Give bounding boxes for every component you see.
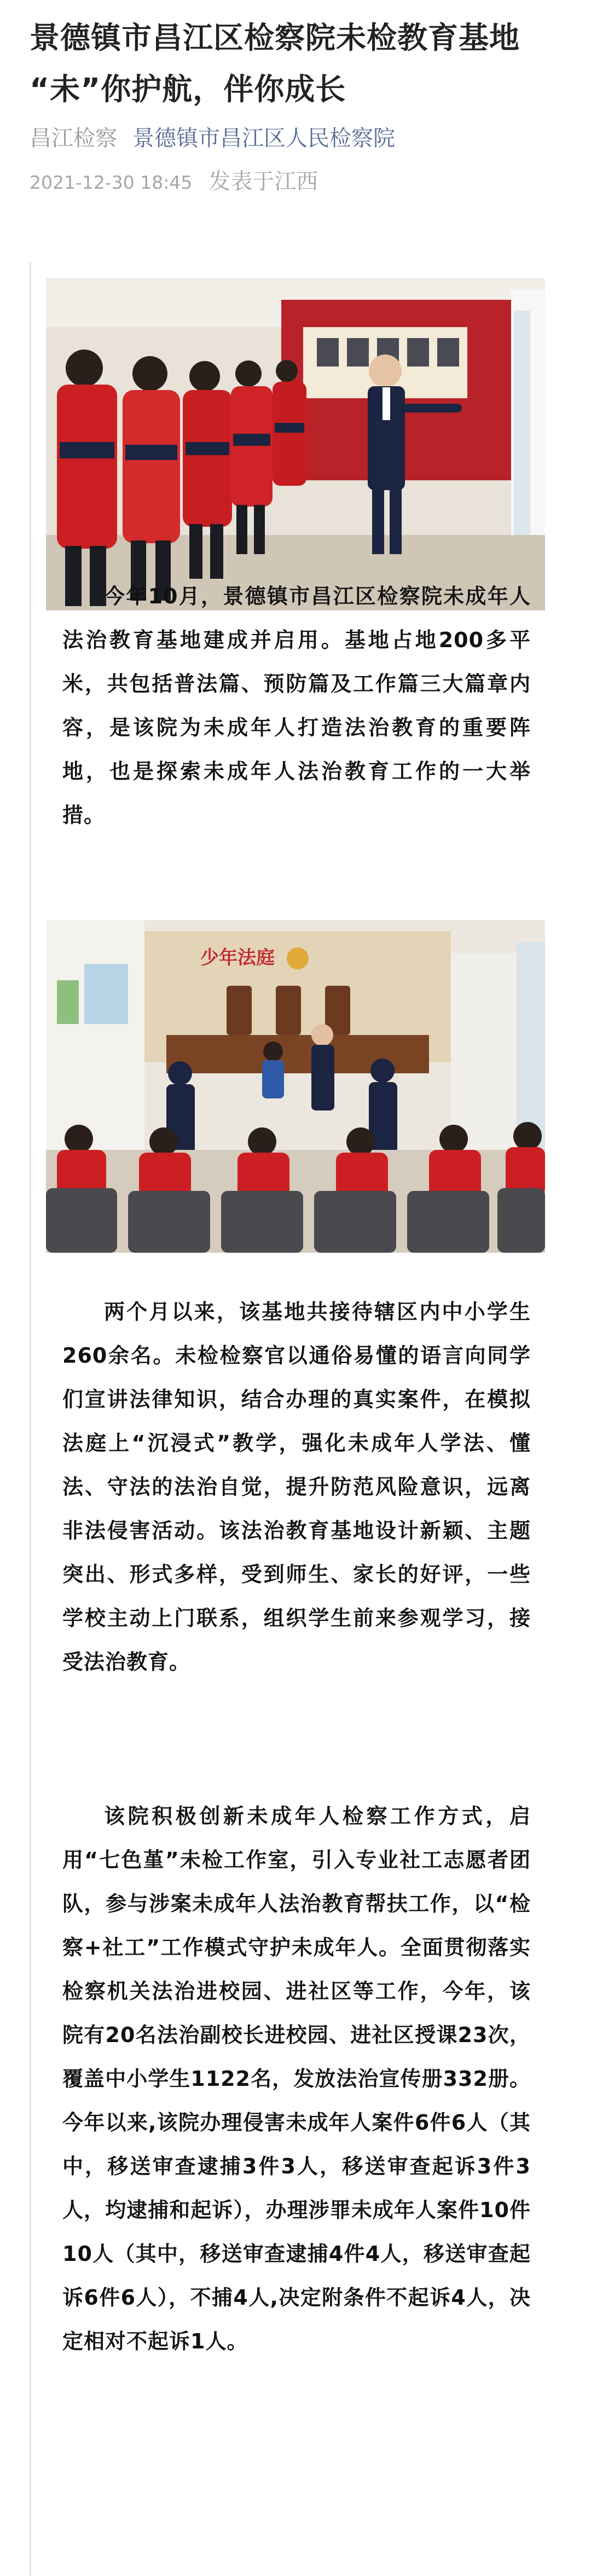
court-sign: 少年法庭 [200,947,275,969]
article-meta [30,123,395,154]
account-name[interactable]: 昌江检察 [30,126,117,151]
publish-time: 2021-12-30 18:45 [30,172,193,193]
org-name-link[interactable]: 景德镇市昌江区人民检察院 [132,126,395,151]
paragraph-3: 该院积极创新未成年人检察工作方式，启用“七色堇”未检工作室，引入专业社工志愿者团队，参与涉案未成年人法治教育帮扶工作，以“检察+社工”工作模式守护未成年人。全面贯彻落实检察机关法治进校园、进社区等工作，今年，该院有20名法治副校长进校园、进社区授课23次，覆盖中小学生1122名，发放法治宣传册332册。今年以来,该院办理侵害未成年人案件6件6人（其中，移送审查逮捕3件3人，移送审查起诉3件3人，均逮捕和起诉），办理涉罪未成年人案件10件10人（其中，移送审查逮捕4件4人，移送审查起诉6件6人），不捕4人,决定附条件不起诉4人，决定相对不起诉1人。 [62,1804,531,2353]
paragraph-1: 今年10月，景德镇市昌江区检察院未成年人法治教育基地建成并启用。基地占地200多平米，共包括普法篇、预防篇及工作篇三大篇章内容，是该院为未成年人打造法治教育的重要阵地，也是探索未成年人法治教育工作的一大举措。 [62,584,531,827]
paragraph-2: 两个月以来，该基地共接待辖区内中小学生260余名。未检检察官以通俗易懂的语言向同学们宣讲法律知识，结合办理的真实案件，在模拟法庭上“沉浸式”教学，强化未成年人学法、懂法、守法的法治自觉，提升防范风险意识，远离非法侵害活动。该法治教育基地设计新颖、主题突出、形式多样，受到师生、家长的好评，一些学校主动上门联系，组织学生前来参观学习，接受法治教育。 [62,1300,531,1674]
publish-info [30,168,318,196]
photo-exhibit-visit-image [46,278,545,610]
article-title: 景德镇市昌江区检察院未检教育基地 “未”你护航，伴你成长 [30,20,520,107]
photo-mock-court-image [46,920,545,1253]
photo-mock-court[interactable] [46,920,545,1253]
photo-exhibit-visit[interactable] [46,278,545,610]
publish-place: 发表于江西 [208,169,318,194]
